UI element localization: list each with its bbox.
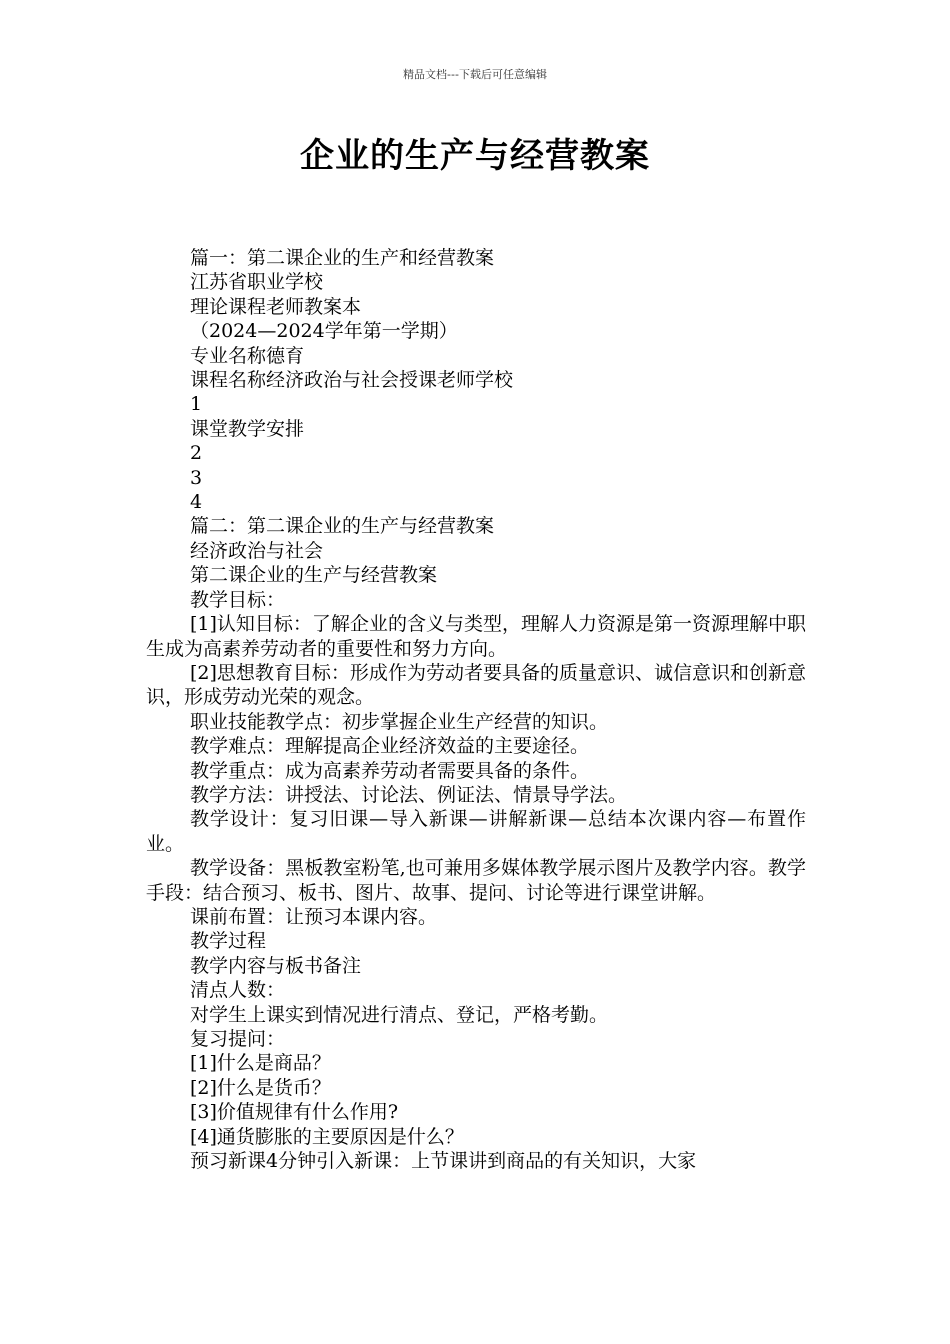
body-paragraph: 专业名称德育 <box>190 344 305 367</box>
body-paragraph: 复习提问： <box>190 1028 286 1050</box>
document-title: 企业的生产与经营教案 <box>300 136 650 176</box>
body-paragraph: 理论课程老师教案本 <box>190 295 362 318</box>
body-paragraph: 教学重点：成为高素养劳动者需要具备的条件。 <box>190 759 590 782</box>
body-paragraph: 职业技能教学点：初步掌握企业生产经营的知识。 <box>190 710 609 733</box>
body-paragraph: [2]什么是货币？ <box>190 1076 331 1099</box>
body-paragraph: 经济政治与社会 <box>190 539 324 562</box>
body-paragraph: [4]通货膨胀的主要原因是什么？ <box>190 1125 464 1148</box>
body-paragraph: 预习新课4分钟引入新课：上节课讲到商品的有关知识，大家 <box>190 1150 697 1173</box>
body-paragraph: 教学过程 <box>190 930 267 953</box>
document-body <box>146 246 806 1173</box>
body-paragraph: 4 <box>190 491 203 514</box>
body-paragraph: [1]认知目标：了解企业的含义与类型，理解人力资源是第一资源理解中职生成为高素养劳动者的重要性和努力方向。 <box>146 613 806 660</box>
body-paragraph: [2]思想教育目标：形成作为劳动者要具备的质量意识、诚信意识和创新意识，形成劳动光荣的观念。 <box>146 661 806 709</box>
body-paragraph: 对学生上课实到情况进行清点、登记，严格考勤。 <box>190 1003 609 1026</box>
body-paragraph: 课程名称经济政治与社会授课老师学校 <box>190 369 514 392</box>
body-paragraph: 2 <box>190 442 203 465</box>
page-header-note: 精品文档---下载后可任意编辑 <box>403 68 547 81</box>
body-paragraph: 课前布置：让预习本课内容。 <box>190 905 438 928</box>
body-paragraph: 教学设计：复习旧课—导入新课—讲解新课—总结本次课内容—布置作业。 <box>146 808 806 855</box>
body-paragraph: 第二课企业的生产与经营教案 <box>190 564 438 587</box>
body-paragraph: 江苏省职业学校 <box>190 271 324 294</box>
body-paragraph: 教学难点：理解提高企业经济效益的主要途径。 <box>190 735 590 758</box>
body-paragraph: 篇一：第二课企业的生产和经营教案 <box>190 247 495 269</box>
body-paragraph: [1]什么是商品？ <box>190 1052 331 1075</box>
body-paragraph: 课堂教学安排 <box>190 417 305 440</box>
body-paragraph: 教学内容与板书备注 <box>190 954 362 977</box>
body-paragraph: 1 <box>190 393 203 416</box>
body-paragraph: 篇二：第二课企业的生产与经营教案 <box>190 515 495 538</box>
body-paragraph: 3 <box>190 466 203 489</box>
body-paragraph: 清点人数： <box>190 979 286 1002</box>
body-paragraph: （2024—2024学年第一学期） <box>190 320 458 343</box>
body-paragraph: [3]价值规律有什么作用? <box>190 1101 399 1124</box>
body-paragraph: 教学设备：黑板教室粉笔,也可兼用多媒体教学展示图片及教学内容。教学手段：结合预习、板书、图片、故事、提问、讨论等进行课堂讲解。 <box>146 857 806 904</box>
body-paragraph: 教学方法：讲授法、讨论法、例证法、情景导学法。 <box>190 783 628 806</box>
body-paragraph: 教学目标： <box>190 588 286 611</box>
